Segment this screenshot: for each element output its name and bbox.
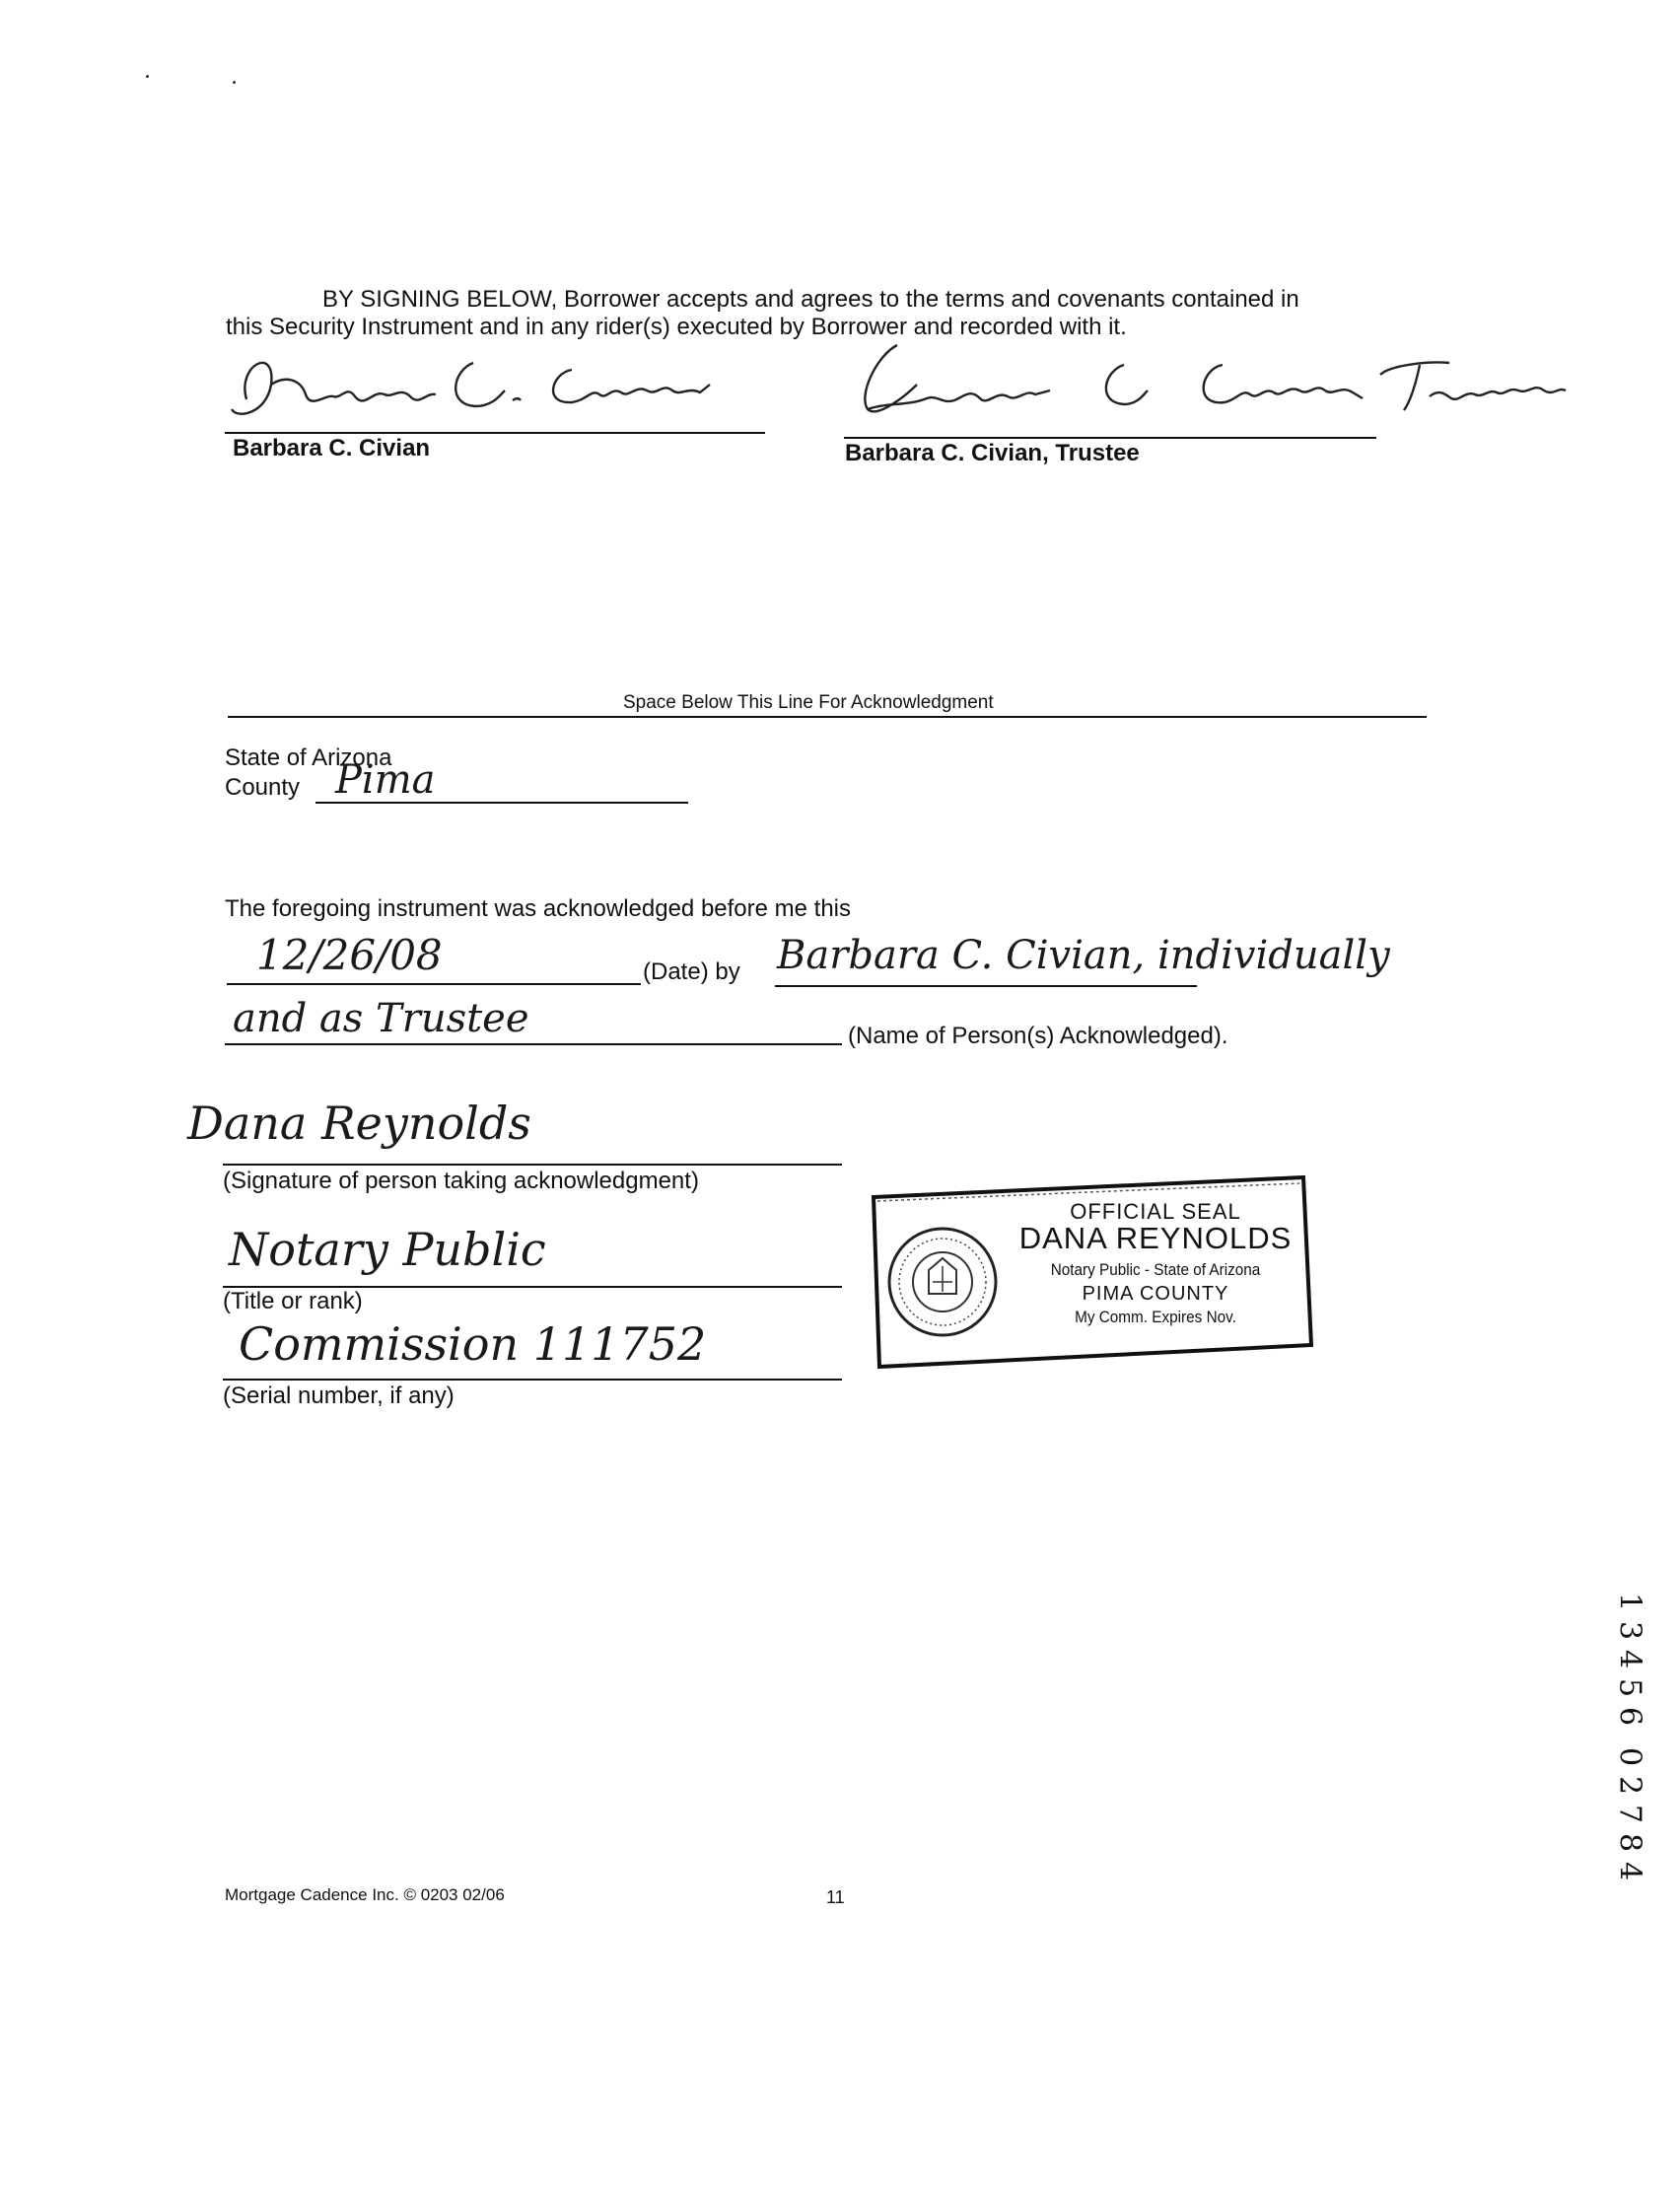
borrower-signature-1 [217, 325, 769, 434]
stamp-digit: 3 [1612, 1620, 1647, 1641]
stamp-digit: 6 [1612, 1706, 1647, 1727]
stamp-digit: 0 [1612, 1746, 1647, 1767]
seal-line-2: PIMA COUNTY [1082, 1283, 1229, 1305]
seal-line-3: My Comm. Expires Nov. [1075, 1308, 1236, 1326]
stamp-digit: 4 [1612, 1649, 1647, 1669]
stamp-digit: 4 [1612, 1861, 1647, 1881]
title-label: (Title or rank) [223, 1288, 363, 1314]
acknowledged-name-line2: and as Trustee [233, 996, 529, 1041]
stamp-digit: 5 [1612, 1677, 1647, 1698]
seal-heading: OFFICIAL SEAL [1070, 1199, 1241, 1224]
seal-line-1: Notary Public - State of Arizona [1050, 1260, 1261, 1279]
date-line [227, 983, 641, 985]
name-line-2 [225, 1043, 842, 1045]
serial-value: Commission 111752 [239, 1317, 707, 1371]
acknowledgment-intro: The foregoing instrument was acknowledged before me this [225, 895, 852, 922]
signature-line-1 [225, 432, 765, 434]
county-value: Pima [335, 757, 436, 803]
serial-label: (Serial number, if any) [223, 1383, 455, 1409]
borrower-signature-2 [838, 325, 1587, 434]
intro-line-1: BY SIGNING BELOW, Borrower accepts and agrees to the terms and covenants contained in [322, 286, 1299, 313]
serial-line [223, 1379, 842, 1381]
county-label: County [225, 774, 301, 801]
name-line-1 [775, 985, 1197, 987]
acknowledgment-separator-line [228, 716, 1427, 718]
notary-signature: Dana Reynolds [187, 1097, 531, 1150]
signer-name-2: Barbara C. Civian, Trustee [845, 440, 1140, 466]
stamp-digit: 7 [1612, 1804, 1647, 1824]
seal-name: DANA REYNOLDS [1018, 1221, 1293, 1255]
signer-name-1: Barbara C. Civian [233, 435, 431, 461]
official-notary-seal [870, 1171, 1315, 1369]
title-value: Notary Public [229, 1223, 546, 1276]
signature-label: (Signature of person taking acknowledgment) [223, 1168, 699, 1194]
scan-speck [233, 81, 236, 84]
date-value: 12/26/08 [256, 931, 443, 979]
name-label: (Name of Person(s) Acknowledged). [848, 1023, 1228, 1049]
state-label: State of Arizona [225, 744, 392, 771]
footer-copyright: Mortgage Cadence Inc. © 0203 02/06 [225, 1885, 505, 1904]
acknowledgment-separator-label: Space Below This Line For Acknowledgment [623, 692, 994, 713]
page-number: 11 [826, 1887, 845, 1907]
intro-line-2: this Security Instrument and in any rider(s) executed by Borrower and recorded with it. [226, 314, 1127, 340]
state-seal-emblem-icon [889, 1229, 996, 1335]
stamp-digit: 2 [1612, 1775, 1647, 1796]
scan-speck [146, 75, 149, 78]
recording-number-stamp [1612, 1588, 1647, 1885]
acknowledged-name-line1: Barbara C. Civian, individually [777, 933, 1390, 978]
stamp-digit: 1 [1612, 1592, 1647, 1612]
signature-line-2 [844, 437, 1376, 439]
notary-signature-line [223, 1164, 842, 1166]
stamp-digit: 8 [1612, 1832, 1647, 1853]
date-label: (Date) by [643, 958, 740, 985]
